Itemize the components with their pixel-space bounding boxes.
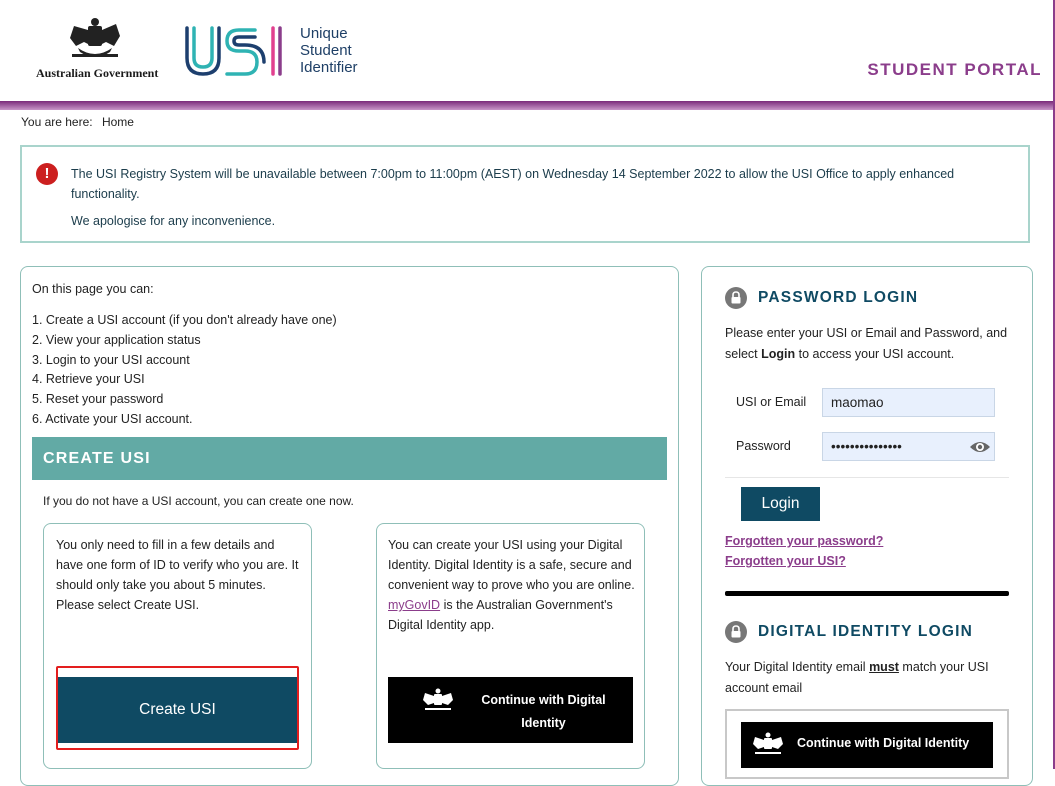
list-item: 1. Create a USI account (if you don't already have one) [32, 313, 337, 327]
create-usi-button[interactable]: Create USI [56, 677, 299, 743]
intro-heading: On this page you can: [32, 282, 154, 296]
highlight-box [56, 666, 299, 750]
list-item: 5. Reset your password [32, 392, 164, 407]
usi-email-input[interactable] [822, 388, 995, 417]
breadcrumb-prefix: You are here: [21, 115, 93, 129]
usi-logo-icon [183, 22, 293, 78]
create-usi-option-text: You only need to fill in a few details and have one form of ID to verify who you are. It should only take you about 5 minutes. Please select Create USI. [56, 538, 299, 612]
gov-name: Australian Government [36, 66, 159, 80]
digital-identity-desc: Your Digital Identity email must match your USI account email [725, 660, 989, 695]
password-login-desc: Please enter your USI or Email and Password, and select Login to access your USI account. [725, 326, 1008, 361]
forgot-usi-link[interactable]: Forgotten your USI? [725, 554, 846, 568]
digital-identity-login-button[interactable] [741, 722, 993, 768]
lock-icon [725, 621, 747, 643]
list-item: 6. Activate your USI account. [32, 411, 193, 426]
maintenance-alert [20, 145, 1030, 243]
coat-of-arms-icon [421, 688, 455, 714]
lock-icon [725, 287, 747, 309]
alert-message: The USI Registry System will be unavailable between 7:00pm to 11:00pm (AEST) on Wednesday 14 September 2022 to allow the USI Office to apply enhanced functionality. [71, 167, 955, 201]
create-usi-intro: If you do not have a USI account, you can create one now. [43, 494, 354, 508]
digital-identity-option-text: You can create your USI using your Digital Identity. Digital Identity is a safe, secure and convenient way to prove who you are online. myGovID is the Australian Government's Digital Identity app. [388, 538, 635, 632]
forgot-password-link[interactable]: Forgotten your password? [725, 534, 884, 548]
list-item: 4. Retrieve your USI [32, 372, 145, 387]
digital-identity-login-heading: DIGITAL IDENTITY LOGIN [758, 623, 973, 640]
password-label: Password [736, 439, 791, 453]
portal-title: STUDENT PORTAL [867, 60, 1042, 79]
mygovid-link[interactable]: myGovID [388, 598, 441, 612]
usi-tagline: Unique Student Identifier [300, 25, 358, 76]
coat-of-arms-icon [751, 732, 785, 758]
password-login-heading: PASSWORD LOGIN [758, 289, 919, 306]
button-label: Continue with Digital Identity [797, 736, 970, 750]
list-item: 2. View your application status [32, 332, 201, 347]
site-header [0, 0, 1055, 101]
breadcrumb-home-link[interactable]: Home [101, 115, 134, 129]
coat-of-arms-icon [64, 16, 126, 66]
show-password-icon[interactable] [969, 439, 991, 455]
alert-apology: We apologise for any inconvenience. [71, 214, 276, 228]
create-usi-heading: CREATE USI [32, 437, 667, 480]
breadcrumb [21, 115, 140, 129]
usi-email-label: USI or Email [736, 395, 807, 409]
header-divider [0, 101, 1055, 110]
section-divider [725, 591, 1009, 596]
list-item: 3. Login to your USI account [32, 352, 190, 367]
steps-list [32, 311, 337, 430]
alert-icon: ! [36, 163, 58, 185]
button-label: Continue with Digital Identity [481, 693, 606, 730]
login-button[interactable]: Login [741, 487, 820, 521]
continue-digital-identity-button[interactable] [388, 677, 633, 743]
